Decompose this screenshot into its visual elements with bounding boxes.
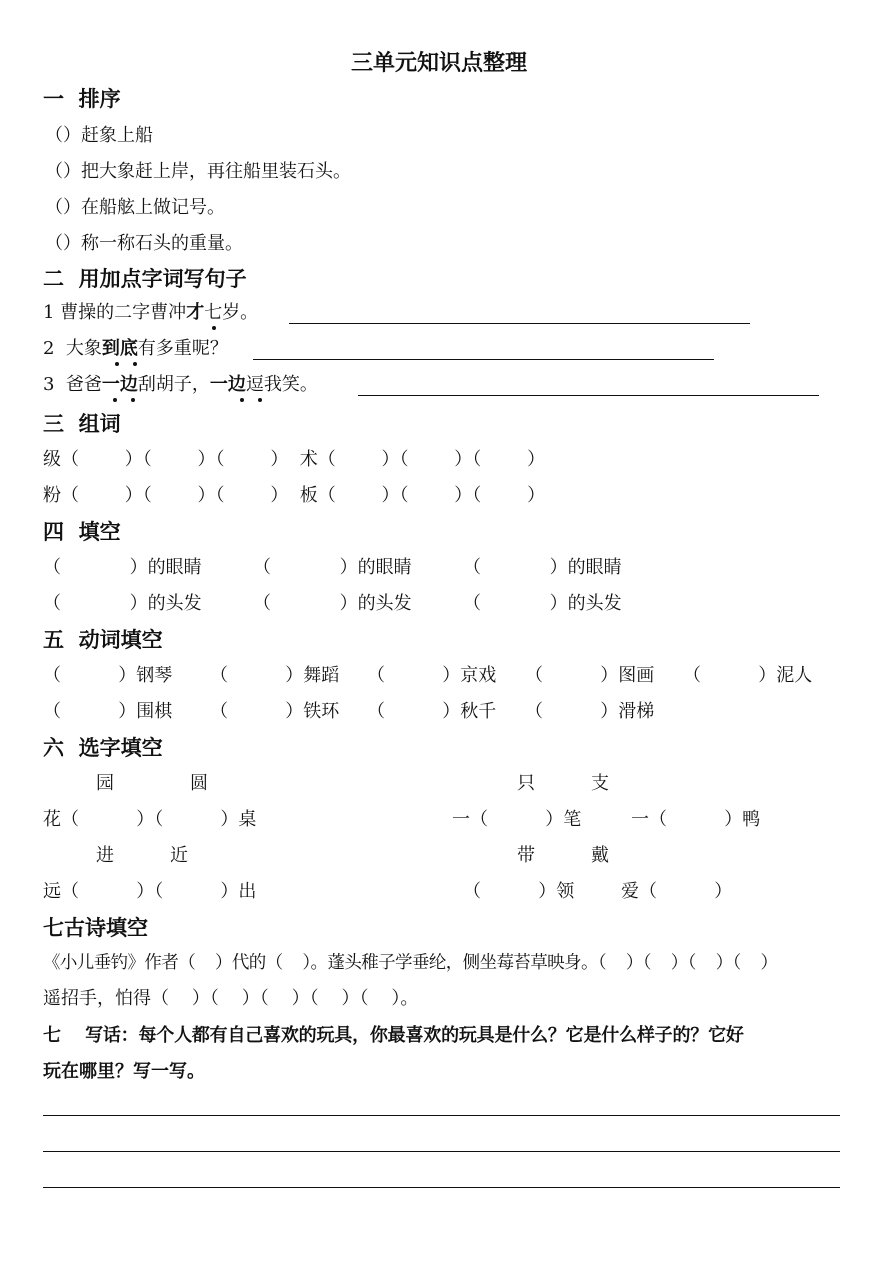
answer-line-3[interactable] [358, 395, 819, 396]
emphasis-dot [131, 398, 135, 402]
choice-char: 圆 [190, 773, 208, 794]
emphasis-dot [133, 362, 137, 366]
verb-blank-1: （ ）钢琴 [43, 665, 173, 686]
section-heading-2: 二 用加点字词写句子 [43, 267, 247, 291]
emphasized-word: 到底 [101, 338, 138, 359]
sentence-line-1: 1 曹操的二字曹冲才七岁。 [43, 302, 259, 323]
choice-blank-row: （ ）领 [463, 881, 575, 902]
choice-char: 只 [517, 773, 535, 794]
verb-blank-8: （ ）秋千 [367, 701, 497, 722]
emphasized-word: 一边 [209, 374, 246, 395]
word-group-row-1: 级（ ）（ ）（ ） 术（ ）（ ）（ ） [43, 449, 546, 470]
verb-blank-4: （ ）图画 [525, 665, 655, 686]
answer-line-1[interactable] [289, 323, 750, 324]
writing-prompt-line-2: 玩在哪里？写一写。 [43, 1061, 205, 1082]
writing-prompt-line-1: 七 写话：每个人都有自己喜欢的玩具，你最喜欢的玩具是什么？它是什么样子的？它好 [43, 1025, 744, 1046]
verb-blank-6: （ ）围棋 [43, 701, 173, 722]
verb-blank-9: （ ）滑梯 [525, 701, 655, 722]
fill-blank-hair-1: （ ）的头发 [43, 593, 202, 614]
fill-blank-eyes-2: （ ）的眼睛 [253, 557, 412, 578]
choice-char: 园 [96, 773, 114, 794]
verb-blank-2: （ ）舞蹈 [210, 665, 340, 686]
section-heading-4: 四 填空 [43, 520, 121, 544]
sentence-line-2: 2 大象到底有多重呢？ [43, 338, 228, 359]
choice-blank-row: 一（ ）鸭 [631, 809, 761, 830]
emphasis-dot [212, 326, 216, 330]
choice-char: 支 [591, 773, 609, 794]
fill-blank-eyes-1: （ ）的眼睛 [43, 557, 202, 578]
emphasized-word: 一边 [101, 374, 138, 395]
order-item-4: （）称一称石头的重量。 [45, 233, 243, 254]
writing-line-2[interactable] [43, 1151, 840, 1152]
choice-char: 进 [96, 845, 114, 866]
choice-blank-row: 爱（ ） [621, 881, 733, 902]
verb-blank-5: （ ）泥人 [683, 665, 813, 686]
fill-blank-eyes-3: （ ）的眼睛 [463, 557, 622, 578]
emphasized-word: 才 [186, 302, 205, 323]
order-item-1: （）赶象上船 [45, 125, 153, 146]
choice-blank-row: 远（ ）（ ）出 [43, 881, 257, 902]
choice-char: 带 [517, 845, 535, 866]
word-group-row-2: 粉（ ）（ ）（ ） 板（ ）（ ）（ ） [43, 485, 546, 506]
writing-line-3[interactable] [43, 1187, 840, 1188]
emphasis-dot [113, 398, 117, 402]
verb-blank-3: （ ）京戏 [367, 665, 497, 686]
section-heading-6: 六 选字填空 [43, 736, 163, 760]
order-item-3: （）在船舷上做记号。 [45, 197, 225, 218]
fill-blank-hair-3: （ ）的头发 [463, 593, 622, 614]
page-title: 三单元知识点整理 [351, 51, 528, 76]
answer-line-2[interactable] [253, 359, 714, 360]
section-heading-3: 三 组词 [43, 412, 121, 436]
fill-blank-hair-2: （ ）的头发 [253, 593, 412, 614]
section-heading-7: 七古诗填空 [43, 916, 148, 940]
section-heading-1: 一 排序 [43, 87, 121, 111]
writing-line-1[interactable] [43, 1115, 840, 1116]
section-heading-5: 五 动词填空 [43, 628, 163, 652]
choice-blank-row: 一（ ）笔 [452, 809, 582, 830]
verb-blank-7: （ ）铁环 [210, 701, 340, 722]
poem-fill-line-1: 《小儿垂钓》作者（ ）代的（ ）。蓬头稚子学垂纶，侧坐莓苔草映身。（ ）（ ）（ ）（ ） [43, 953, 778, 973]
choice-char: 近 [170, 845, 188, 866]
choice-blank-row: 花（ ）（ ）桌 [43, 809, 257, 830]
order-item-2: （）把大象赶上岸，再往船里装石头。 [45, 161, 351, 182]
choice-char: 戴 [591, 845, 609, 866]
poem-fill-line-2: 遥招手，怕得（ ）（ ）（ ）（ ）（ ）。 [43, 988, 419, 1009]
sentence-line-3: 3 爸爸一边刮胡子，一边逗我笑。 [43, 374, 318, 395]
emphasis-dot [258, 398, 262, 402]
emphasis-dot [240, 398, 244, 402]
emphasis-dot [115, 362, 119, 366]
